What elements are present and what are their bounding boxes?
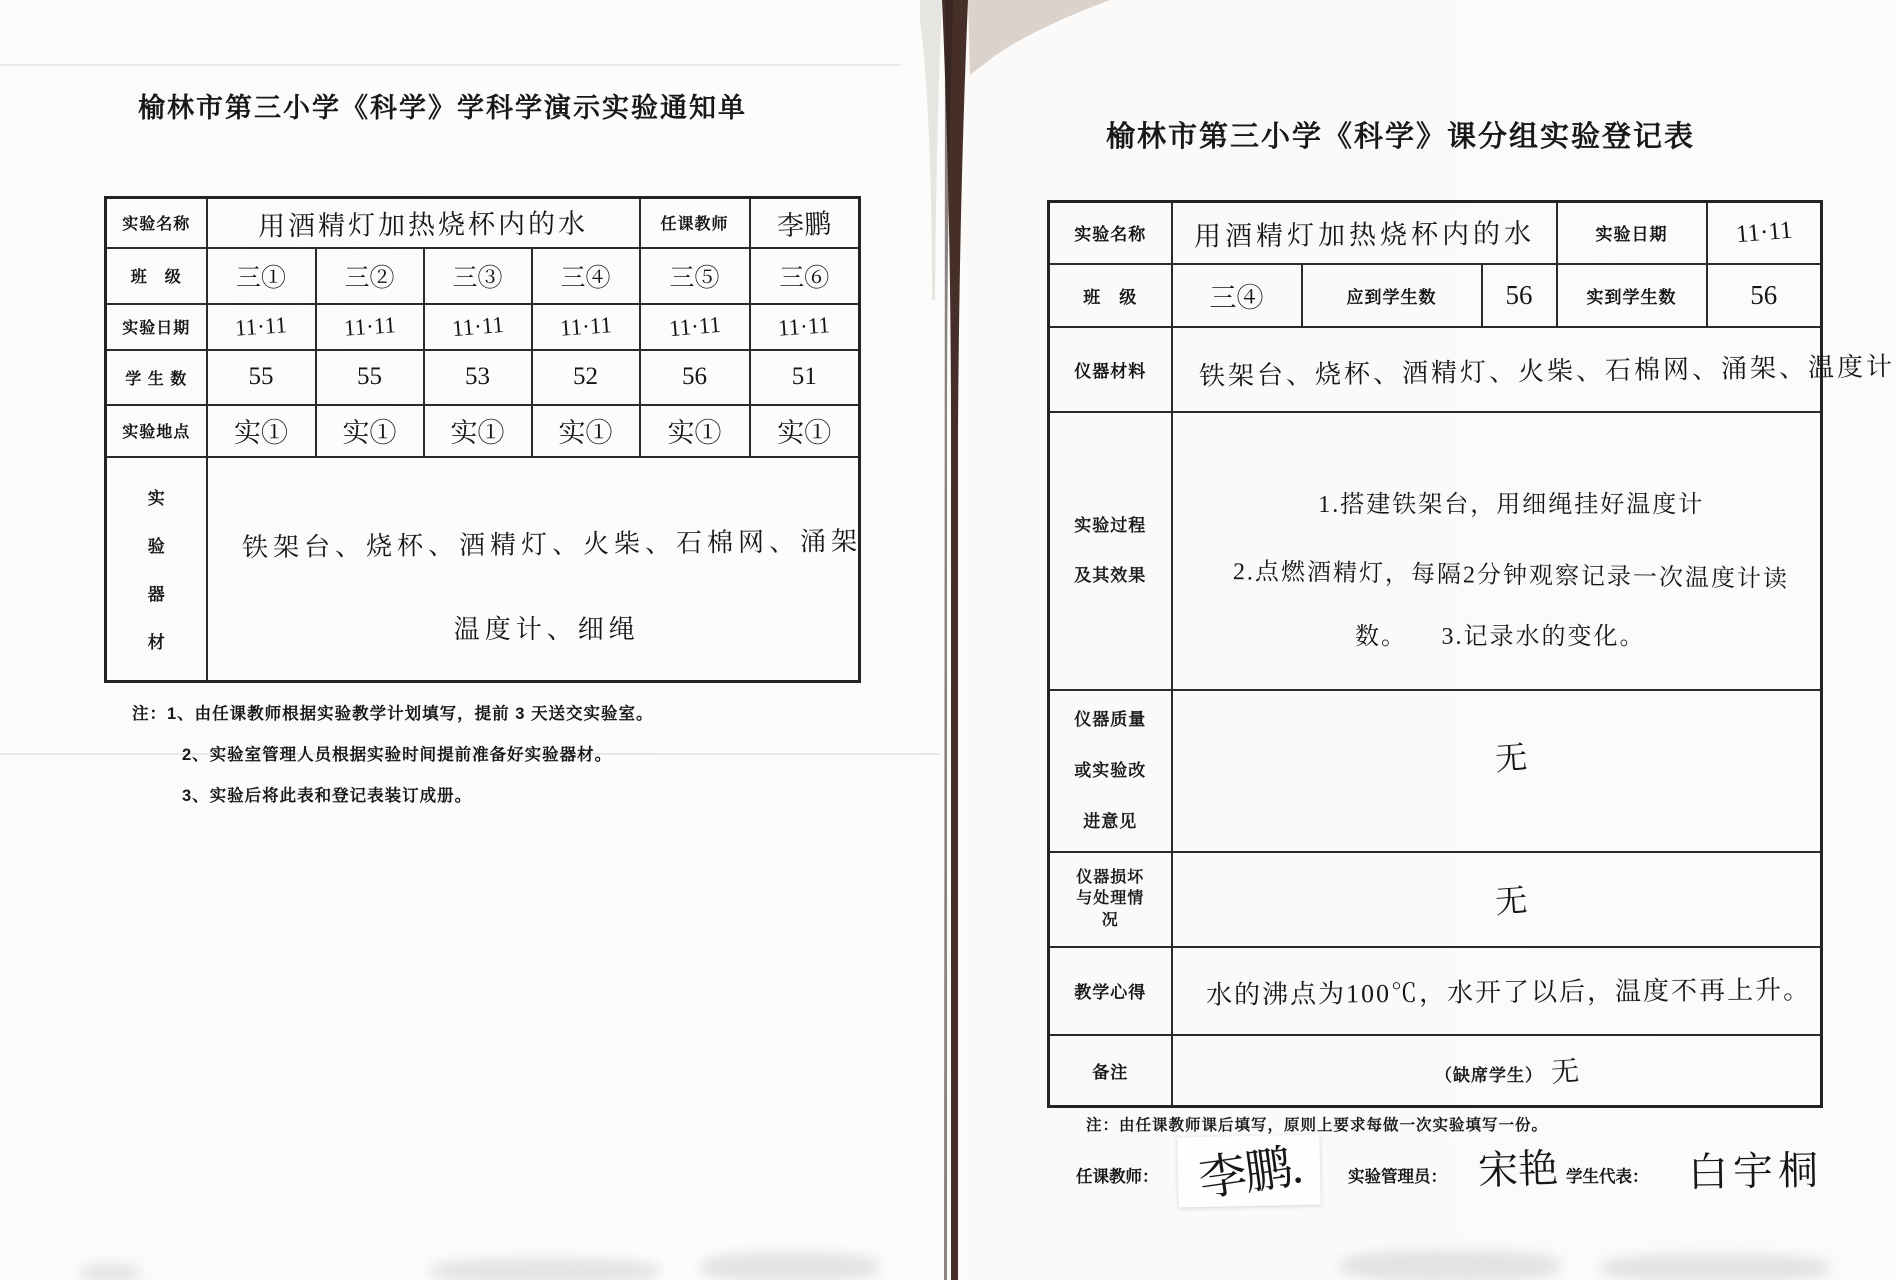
location-value: 实①	[640, 405, 750, 457]
students-value: 53	[424, 350, 532, 405]
date-value: 11·11	[207, 304, 316, 350]
row-experiment-name	[106, 198, 860, 248]
row-quality	[1049, 690, 1822, 852]
remark-label: 备注	[1049, 1035, 1172, 1107]
reflection-label: 教学心得	[1049, 947, 1172, 1035]
students-value: 55	[207, 350, 316, 405]
left-form-notes	[132, 700, 654, 823]
row-experiment-name	[1049, 202, 1822, 264]
left-form-title: 榆林市第三小学《科学》学科学演示实验通知单	[138, 93, 747, 123]
location-value: 实①	[424, 405, 532, 457]
row-reflection	[1049, 947, 1822, 1035]
left-form-table	[104, 196, 861, 683]
student-signature: 白宇桐	[1687, 1147, 1824, 1196]
class-label: 班 级	[1049, 264, 1172, 327]
row-class	[1049, 264, 1822, 327]
row-class	[106, 248, 860, 304]
students-value: 56	[640, 350, 750, 405]
expected-students-label: 应到学生数	[1302, 264, 1482, 327]
row-equipment	[106, 457, 860, 682]
location-value: 实①	[316, 405, 424, 457]
class-value: 三①	[207, 248, 316, 304]
equipment-label: 实 验 器 材	[106, 457, 207, 682]
reflection-value: 水的沸点为100℃，水开了以后，温度不再上升。	[1172, 947, 1822, 1035]
teacher-label: 任课教师	[640, 198, 750, 248]
date-value: 11·11	[424, 304, 532, 350]
right-form-table	[1047, 200, 1895, 1108]
experiment-name-label: 实验名称	[1049, 202, 1172, 264]
right-form-title: 榆林市第三小学《科学》课分组实验登记表	[1106, 121, 1696, 153]
scan-smudge	[1600, 1254, 1830, 1280]
class-value: 三⑥	[750, 248, 860, 304]
row-remark	[1049, 1035, 1822, 1107]
right-form-note: 注：由任课教师课后填写，原则上要求每做一次实验填写一份。	[1086, 1117, 1549, 1134]
scan-smudge	[700, 1252, 880, 1280]
row-process	[1049, 412, 1822, 690]
manager-signature: 宋艳	[1477, 1145, 1559, 1194]
row-students	[106, 350, 860, 405]
class-value: 三④	[532, 248, 640, 304]
experiment-name-value: 用酒精灯加热烧杯内的水	[207, 198, 640, 248]
scan-line	[0, 64, 900, 66]
class-value: 三②	[316, 248, 424, 304]
students-label: 学 生 数	[106, 350, 207, 405]
students-value: 51	[750, 350, 860, 405]
teacher-signature-label: 任课教师：	[1076, 1168, 1159, 1186]
location-value: 实①	[532, 405, 640, 457]
date-label: 实验日期	[106, 304, 207, 350]
class-value: 三⑤	[640, 248, 750, 304]
equipment-value: 铁架台、烧杯、酒精灯、火柴、石棉网、涌架 温度计、细绳	[207, 457, 860, 682]
materials-label: 仪器材料	[1049, 327, 1172, 412]
note-line: 2、实验室管理人员根据实验时间提前准备好实验器材。	[182, 746, 613, 764]
location-value: 实①	[207, 405, 316, 457]
location-value: 实①	[750, 405, 860, 457]
expected-students-value: 56	[1482, 264, 1557, 327]
damage-label: 仪器损坏 与处理情 况	[1049, 852, 1172, 947]
actual-students-label: 实到学生数	[1557, 264, 1707, 327]
experiment-name-value: 用酒精灯加热烧杯内的水	[1172, 202, 1557, 264]
quality-label: 仪器质量 或实验改 进意见	[1049, 690, 1172, 852]
scan-smudge	[1340, 1250, 1560, 1280]
experiment-date-value: 11·11	[1707, 202, 1822, 264]
teacher-signature: 李鹏.	[1195, 1140, 1304, 1207]
date-value: 11·11	[532, 304, 640, 350]
remark-prefix: （缺席学生）	[1435, 1066, 1544, 1086]
experiment-name-label: 实验名称	[106, 198, 207, 248]
students-value: 52	[532, 350, 640, 405]
damage-value: 无	[1172, 852, 1822, 947]
process-label: 实验过程 及其效果	[1049, 412, 1172, 690]
row-materials	[1049, 327, 1822, 412]
row-damage	[1049, 852, 1822, 947]
note-line: 注：1、由任课教师根据实验教学计划填写，提前 3 天送交实验室。	[132, 705, 654, 723]
actual-students-value: 56	[1707, 264, 1822, 327]
row-location	[106, 405, 860, 457]
materials-value: 铁架台、烧杯、酒精灯、火柴、石棉网、涌架、温度计	[1172, 327, 1822, 412]
experiment-date-label: 实验日期	[1557, 202, 1707, 264]
scan-smudge	[80, 1264, 140, 1280]
class-value: 三④	[1172, 264, 1302, 327]
row-date	[106, 304, 860, 350]
remark-value: （缺席学生） 无	[1172, 1035, 1822, 1107]
teacher-value: 李鹏	[750, 198, 860, 248]
scan-smudge	[430, 1258, 660, 1280]
students-value: 55	[316, 350, 424, 405]
quality-value: 无	[1172, 690, 1822, 852]
location-label: 实验地点	[106, 405, 207, 457]
note-line: 3、实验后将此表和登记表装订成册。	[182, 787, 473, 805]
date-value: 11·11	[316, 304, 424, 350]
class-value: 三③	[424, 248, 532, 304]
student-signature-label: 学生代表：	[1566, 1168, 1649, 1186]
class-label: 班 级	[106, 248, 207, 304]
process-value: 1.搭建铁架台，用细绳挂好温度计 2.点燃酒精灯，每隔2分钟观察记录一次温度计读 数。 3.记录水的变化。	[1172, 412, 1822, 690]
date-value: 11·11	[640, 304, 750, 350]
manager-signature-label: 实验管理员：	[1348, 1168, 1447, 1186]
date-value: 11·11	[750, 304, 860, 350]
